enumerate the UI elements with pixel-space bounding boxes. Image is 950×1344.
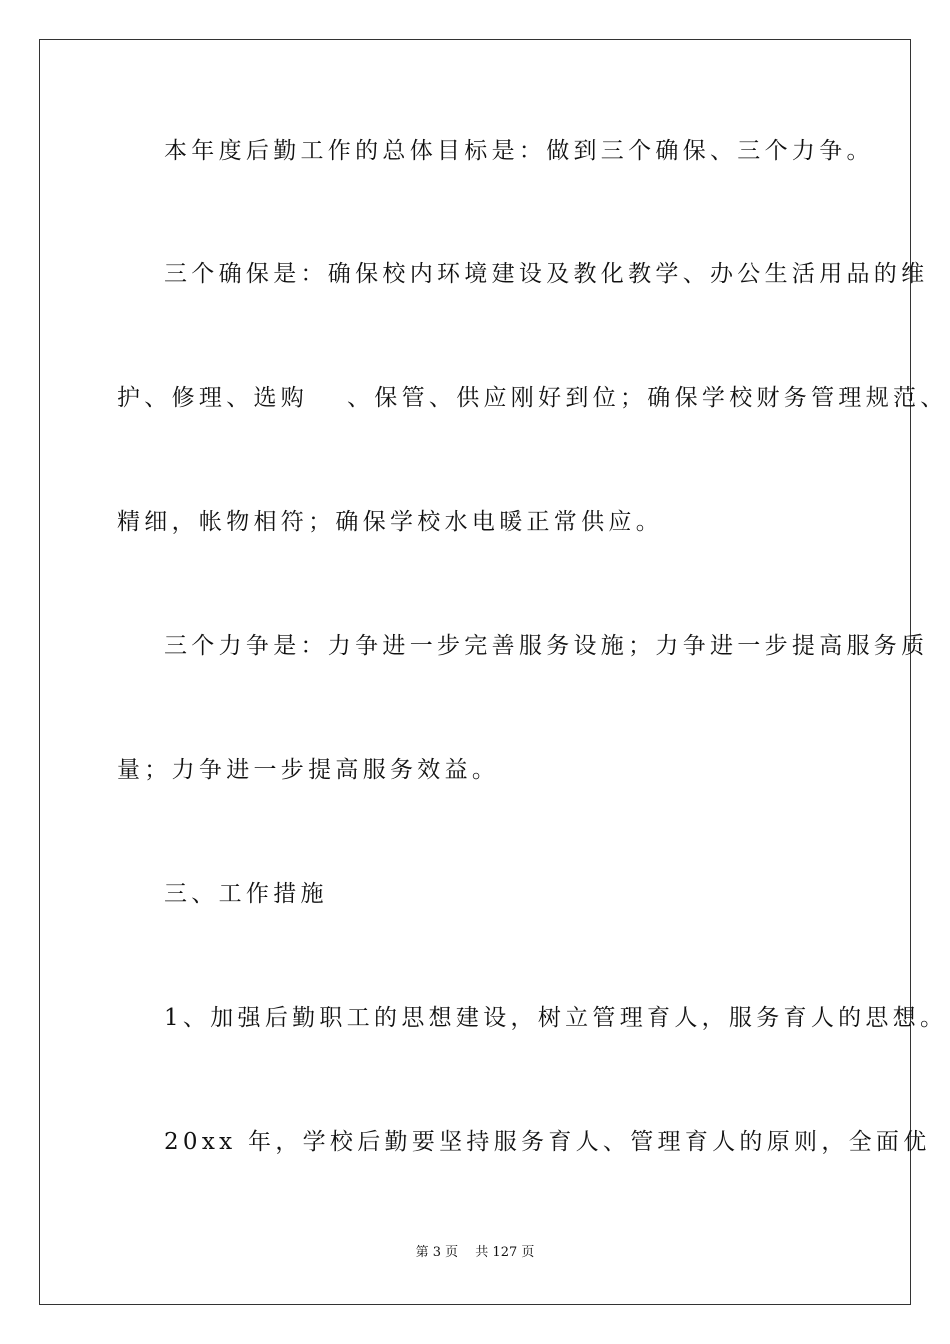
paragraph-line-1: 本年度后勤工作的总体目标是：做到三个确保、三个力争。: [164, 138, 874, 164]
paragraph-line-3: 护、修理、选购 、保管、供应刚好到位；确保学校财务管理规范、: [117, 385, 948, 411]
paragraph-line-9: 20xx 年，学校后勤要坚持服务育人、管理育人的原则，全面优: [164, 1129, 931, 1155]
paragraph-line-5: 三个力争是：力争进一步完善服务设施；力争进一步提高服务质: [164, 633, 929, 659]
paragraph-line-6: 量；力争进一步提高服务效益。: [117, 757, 500, 783]
paragraph-line-2: 三个确保是：确保校内环境建设及教化教学、办公生活用品的维: [164, 261, 929, 287]
page-number-footer: 第 3 页 共 127 页: [415, 1245, 535, 1260]
section-heading: 三、工作措施: [164, 881, 328, 907]
page-frame: [39, 39, 911, 1305]
paragraph-line-8: 1、加强后勤职工的思想建设，树立管理育人，服务育人的思想。: [164, 1005, 948, 1031]
paragraph-line-4: 精细，帐物相符；确保学校水电暖正常供应。: [117, 509, 663, 535]
